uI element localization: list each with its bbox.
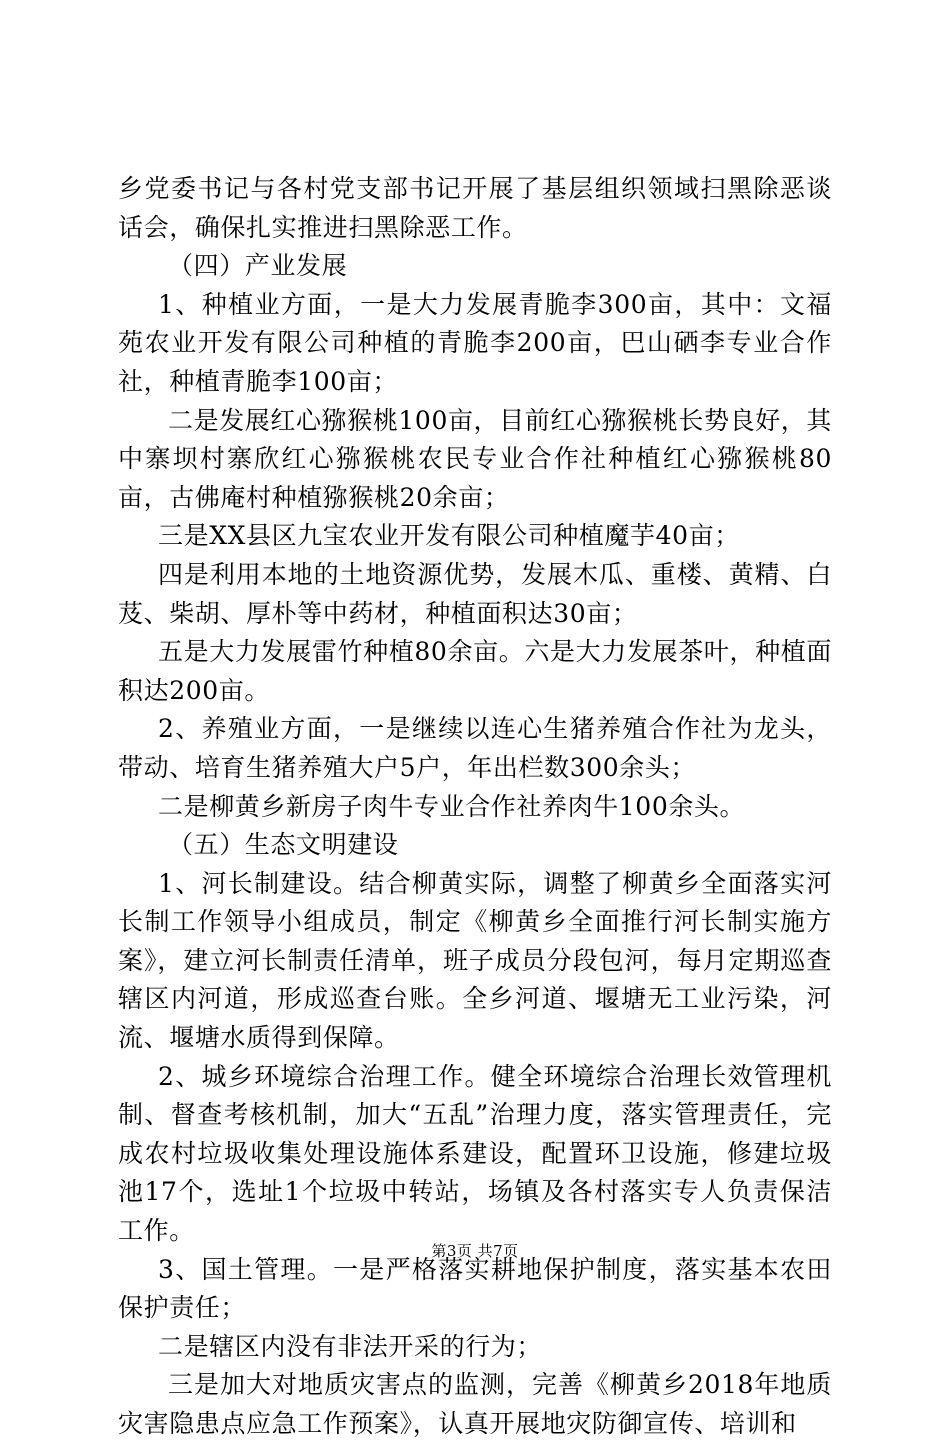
section-heading-ecology: （五）生态文明建设	[168, 830, 399, 860]
paragraph-environment: 2、城乡环境综合治理工作。健全环境综合治理长效管理机制、督查考核机制，加大“五乱”治理力度，落实管理责任，完成农村垃圾收集处理设施体系建设，配置环卫设施，修建垃圾池17个，选址1个垃圾中转站，场镇及各村落实专人负责保洁工作。	[118, 1061, 832, 1246]
paragraph-geo-hazard: 三是加大对地质灾害点的监测，完善《柳黄乡2018年地质灾害隐患点应急工作预案》，认真开展地灾防御宣传、培训和	[118, 1370, 832, 1438]
paragraph-planting: 1、种植业方面，一是大力发展青脆李300亩，其中：文福苑农业开发有限公司种植的青脆李200亩，巴山硒李专业合作社，种植青脆李100亩；	[118, 289, 832, 396]
paragraph-land-management: 3、国土管理。一是严格落实耕地保护制度，落实基本农田保护责任；	[118, 1254, 832, 1323]
paragraph-river-chief: 1、河长制建设。结合柳黄实际，调整了柳黄乡全面落实河长制工作领导小组成员，制定《柳黄乡全面推行河长制实施方案》，建立河长制责任清单，班子成员分段包河，每月定期巡查辖区内河道，形成巡查台账。全乡河道、堰塘无工业污染，河流、堰塘水质得到保障。	[118, 868, 832, 1053]
paragraph-herbs: 四是利用本地的土地资源优势，发展木瓜、重楼、黄精、白芨、柴胡、厚朴等中药材，种植面积达30亩；	[118, 559, 832, 628]
page-number-footer: 第3页 共7页	[431, 1242, 519, 1260]
paragraph-konjac: 三是XX县区九宝农业开发有限公司种植魔芋40亩；	[158, 521, 740, 551]
section-heading-industry: （四）产业发展	[168, 251, 348, 281]
paragraph-bamboo-tea: 五是大力发展雷竹种植80余亩。六是大力发展茶叶，种植面积达200亩。	[118, 637, 832, 705]
paragraph-cattle: 二是柳黄乡新房子肉牛专业合作社养肉牛100余头。	[158, 791, 746, 821]
paragraph-no-illegal-mining: 二是辖区内没有非法开采的行为；	[158, 1331, 543, 1361]
paragraph-continuation: 乡党委书记与各村党支部书记开展了基层组织领域扫黑除恶谈话会，确保扎实推进扫黑除恶工作。	[118, 174, 832, 242]
paragraph-livestock: 2、养殖业方面，一是继续以连心生猪养殖合作社为龙头，带动、培育生猪养殖大户5户，年出栏数300余头；	[118, 714, 832, 782]
paragraph-kiwi: 二是发展红心猕猴桃100亩，目前红心猕猴桃长势良好，其中寨坝村寨欣红心猕猴桃农民专业合作社种植红心猕猴桃80亩，古佛庵村种植猕猴桃20余亩；	[118, 405, 832, 512]
